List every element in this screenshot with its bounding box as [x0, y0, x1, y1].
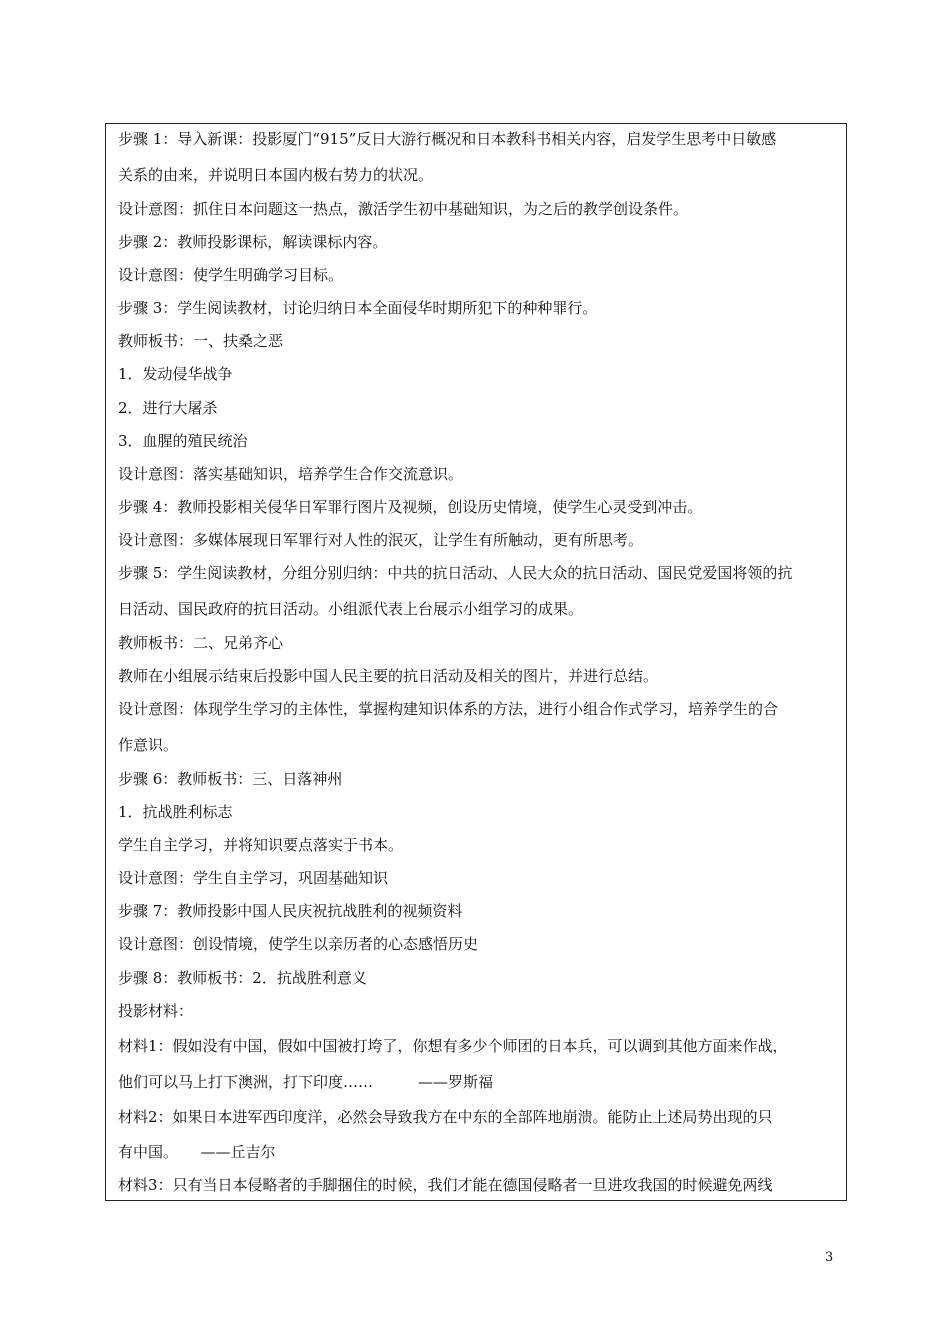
text-line: 设计意图：使学生明确学习目标。 [118, 266, 344, 284]
text-line: 2．进行大屠杀 [118, 399, 218, 417]
text-line: 步骤 5：学生阅读教材，分组分别归纳：中共的抗日活动、人民大众的抗日活动、国民党爱国将领的抗 [118, 564, 793, 582]
text-line: 材料1：假如没有中国，假如中国被打垮了，你想有多少个师团的日本兵，可以调到其他方面来作战， [118, 1037, 788, 1055]
text-line: 步骤 4：教师投影相关侵华日军罪行图片及视频，创设历史情境，使学生心灵受到冲击。 [118, 498, 703, 516]
text-line: 步骤 3：学生阅读教材，讨论归纳日本全面侵华时期所犯下的种种罪行。 [118, 299, 598, 317]
text-line: 有中国。 ——丘吉尔 [118, 1143, 276, 1161]
text-line: 设计意图：学生自主学习，巩固基础知识 [118, 869, 389, 887]
text-line: 设计意图：体现学生学习的主体性，掌握构建知识体系的方法，进行小组合作式学习，培养学生的合 [118, 700, 779, 718]
lesson-content-box [105, 123, 847, 1201]
page-number: 3 [825, 1250, 834, 1265]
text-line: 作意识。 [118, 736, 179, 754]
text-line: 教师板书：一、扶桑之恶 [118, 332, 284, 350]
text-line: 材料2：如果日本进军西印度洋，必然会导致我方在中东的全部阵地崩溃。能防止上述局势出现的只 [118, 1108, 773, 1126]
text-line: 步骤 7：教师投影中国人民庆祝抗战胜利的视频资料 [118, 902, 463, 920]
text-line: 步骤 2：教师投影课标，解读课标内容。 [118, 233, 388, 251]
text-line: 1．发动侵华战争 [118, 365, 233, 383]
text-line: 设计意图：抓住日本问题这一热点，激活学生初中基础知识，为之后的教学创设条件。 [118, 200, 689, 218]
text-line: 学生自主学习，并将知识要点落实于书本。 [118, 836, 404, 854]
text-line: 设计意图：多媒体展现日军罪行对人性的泯灭，让学生有所触动，更有所思考。 [118, 531, 644, 549]
text-line: 教师在小组展示结束后投影中国人民主要的抗日活动及相关的图片，并进行总结。 [118, 667, 659, 685]
text-line: 步骤 8：教师板书：2．抗战胜利意义 [118, 969, 367, 987]
text-line: 步骤 6：教师板书：三、日落神州 [118, 770, 343, 788]
text-line: 日活动、国民政府的抗日活动。小组派代表上台展示小组学习的成果。 [118, 600, 584, 618]
text-line: 设计意图：落实基础知识，培养学生合作交流意识。 [118, 465, 464, 483]
text-line: 设计意图：创设情境，使学生以亲历者的心态感悟历史 [118, 935, 479, 953]
text-line: 关系的由来，并说明日本国内极右势力的状况。 [118, 166, 434, 184]
text-line: 1．抗战胜利标志 [118, 803, 233, 821]
text-line: 投影材料： [118, 1002, 194, 1020]
text-line: 教师板书：二、兄弟齐心 [118, 634, 284, 652]
text-line: 3．血腥的殖民统治 [118, 432, 248, 450]
text-line: 材料3：只有当日本侵略者的手脚捆住的时候，我们才能在德国侵略者一旦进攻我国的时候避免两线 [118, 1176, 773, 1194]
text-line: 他们可以马上打下澳洲，打下印度…… ——罗斯福 [118, 1073, 494, 1091]
text-line: 步骤 1：导入新课：投影厦门“915”反日大游行概况和日本教科书相关内容，启发学生思考中日敏感 [118, 130, 777, 148]
